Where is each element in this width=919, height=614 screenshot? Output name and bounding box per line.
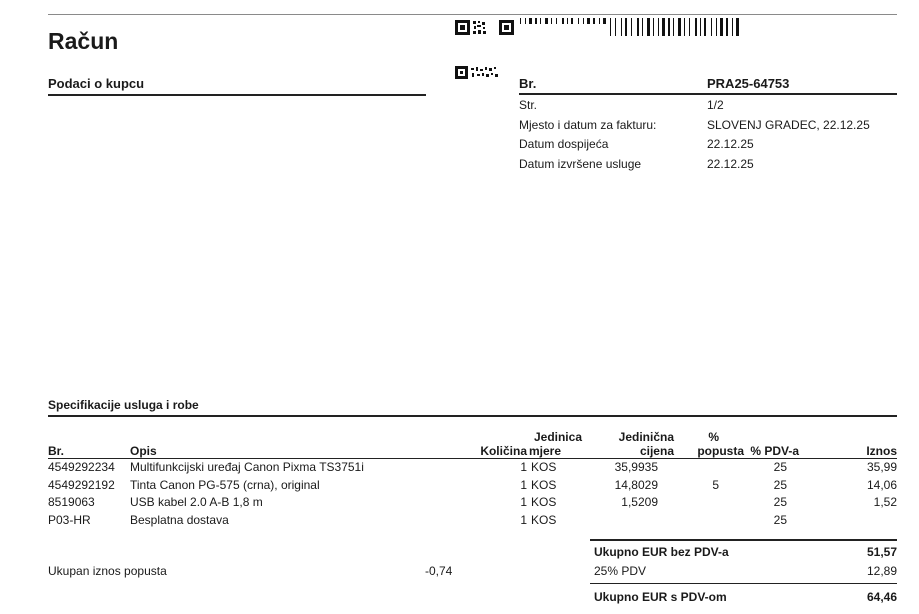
invoice-number-value: PRA25-64753	[707, 76, 790, 91]
cell-opis: Tinta Canon PG-575 (crna), original	[130, 477, 320, 492]
invoice-detail-row	[519, 157, 899, 177]
barcode-icon	[520, 18, 745, 36]
invoice-details	[519, 98, 899, 176]
cell-cijena: 1,5209	[621, 495, 658, 509]
cell-opis: Besplatna dostava	[130, 512, 229, 527]
cell-pdv: 25	[773, 460, 787, 474]
cell-popust	[674, 459, 744, 477]
discount-value: -0,74	[425, 564, 453, 578]
cell-jedinica: KOS	[531, 512, 557, 527]
spec-title: Specifikacije usluga i robe	[48, 398, 199, 412]
col-cijena	[582, 420, 674, 459]
col-popust-line2: popusta	[697, 444, 744, 458]
cell-popust	[674, 494, 744, 512]
qr-code-icon	[455, 20, 517, 36]
col-jedinica	[527, 420, 582, 459]
totals-rule	[590, 539, 897, 541]
service-date-label: Datum izvršene usluge	[519, 156, 642, 171]
place-date-label: Mjesto i datum za fakturu:	[519, 117, 657, 132]
place-date-value: SLOVENJ GRADEC, 22.12.25	[707, 117, 870, 132]
col-opis: Opis	[130, 420, 460, 459]
due-date-label: Datum dospijeća	[519, 137, 609, 151]
page-title: Račun	[48, 28, 119, 54]
vat-value: 12,89	[866, 564, 897, 578]
cell-opis: USB kabel 2.0 A-B 1,8 m	[130, 495, 263, 509]
cell-kolicina: 1	[520, 495, 527, 509]
col-pdv: % PDV-a	[744, 420, 799, 459]
cell-kolicina: 1	[520, 460, 527, 474]
cell-jedinica: KOS	[531, 495, 557, 509]
cell-opis: Multifunkcijski uređaj Canon Pixma TS3751i	[130, 460, 364, 474]
discount-label: Ukupan iznos popusta	[48, 564, 167, 578]
net-total-value: 51,57	[866, 545, 897, 559]
cell-popust	[674, 512, 744, 530]
net-total-row	[594, 545, 897, 561]
net-total-label: Ukupno EUR bez PDV-a	[594, 545, 729, 559]
cell-iznos	[799, 512, 897, 530]
invoice-detail-row	[519, 137, 899, 157]
cell-cijena: 35,9935	[614, 460, 658, 474]
gross-total-value: 64,46	[866, 590, 897, 604]
col-popust-line1: %	[708, 430, 719, 444]
cell-jedinica: KOS	[531, 477, 557, 492]
invoice-number-row	[519, 76, 897, 95]
cell-popust: 5	[712, 477, 719, 492]
buyer-heading: Podaci o kupcu	[48, 76, 426, 96]
col-kolicina: Količina	[460, 420, 527, 459]
page-label: Str.	[519, 98, 538, 112]
cell-iznos: 35,99	[866, 460, 897, 474]
gross-total-row	[594, 590, 897, 606]
col-iznos: Iznos	[799, 420, 897, 459]
cell-pdv: 25	[773, 495, 787, 509]
table-row	[48, 512, 897, 530]
col-jedinica-line1: Jedinica	[533, 430, 582, 444]
cell-pdv: 25	[773, 477, 787, 492]
cell-pdv: 25	[773, 512, 787, 527]
spec-rule	[48, 415, 897, 417]
table-header-row	[48, 420, 897, 459]
col-popust	[674, 420, 744, 459]
qr-code-icon	[455, 66, 517, 80]
cell-cijena: 14,8029	[614, 477, 658, 492]
cell-br: 4549292192	[48, 477, 115, 492]
invoice-detail-row	[519, 118, 899, 138]
cell-cijena	[582, 512, 674, 530]
cell-iznos: 1,52	[873, 495, 897, 509]
gross-total-label: Ukupno EUR s PDV-om	[594, 590, 727, 604]
col-jedinica-line2: mjere	[529, 444, 562, 458]
col-br: Br.	[48, 420, 130, 459]
table-row	[48, 459, 897, 477]
cell-br: 4549292234	[48, 460, 115, 474]
due-date-value: 22.12.25	[707, 137, 754, 151]
cell-br: 8519063	[48, 495, 95, 509]
vat-total-row	[594, 564, 897, 580]
invoice-detail-row	[519, 98, 899, 118]
service-date-value: 22.12.25	[707, 156, 754, 171]
table-row	[48, 494, 897, 512]
table-row	[48, 477, 897, 495]
cell-jedinica: KOS	[531, 460, 557, 474]
vat-label: 25% PDV	[594, 564, 647, 578]
cell-kolicina: 1	[520, 512, 527, 527]
cell-kolicina: 1	[520, 477, 527, 492]
cell-br: P03-HR	[48, 512, 91, 527]
page-value: 1/2	[707, 98, 724, 112]
gross-rule	[590, 583, 897, 584]
cell-iznos: 14,06	[866, 477, 897, 492]
invoice-number-label: Br.	[519, 76, 537, 91]
items-table	[48, 420, 897, 529]
col-cijena-line1: Jedinična	[618, 430, 674, 444]
top-rule	[48, 14, 897, 15]
col-cijena-line2: cijena	[639, 444, 674, 458]
